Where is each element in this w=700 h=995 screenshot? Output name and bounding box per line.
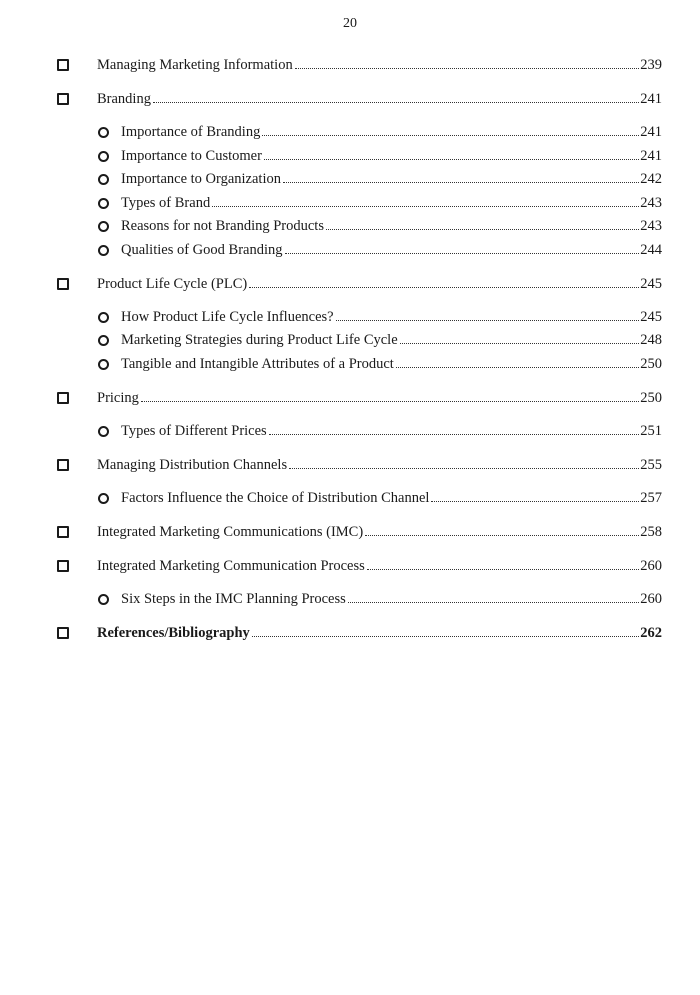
toc-entry-title: Product Life Cycle (PLC)	[97, 275, 248, 292]
toc-entry-title: Importance to Customer	[121, 147, 262, 164]
toc-subsection-entry	[57, 170, 662, 189]
toc-subsection-entry	[57, 241, 662, 260]
checkbox-square-icon	[57, 560, 69, 572]
toc-section-entry	[57, 523, 662, 542]
checkbox-square-icon	[57, 59, 69, 71]
toc-entry-page-number: 241	[640, 147, 662, 164]
toc-subsection-entry	[57, 147, 662, 166]
toc-section-entry	[57, 275, 662, 294]
toc-entry-title: Pricing	[97, 389, 139, 406]
toc-entry-title: Marketing Strategies during Product Life Cycle	[121, 332, 398, 348]
toc-subsection-entry	[57, 422, 662, 441]
toc-subsection-entry	[57, 308, 662, 327]
circle-bullet-icon	[98, 594, 109, 605]
dot-leader	[285, 253, 640, 254]
toc-entry-page-number: 243	[640, 194, 662, 211]
toc-entry-page-number: 243	[640, 218, 662, 234]
toc-entry-title: How Product Life Cycle Influences?	[121, 308, 334, 325]
checkbox-square-icon	[57, 392, 69, 404]
toc-entry-page-number: 250	[640, 389, 662, 406]
toc-entry-page-number: 248	[640, 332, 662, 348]
toc-entry-page-number: 245	[640, 275, 662, 292]
circle-bullet-icon	[98, 359, 109, 370]
page-number: 20	[343, 16, 357, 31]
dot-leader	[252, 636, 639, 637]
toc-subsection-entry	[57, 590, 662, 609]
dot-leader	[264, 159, 639, 160]
toc-entry-title: Six Steps in the IMC Planning Process	[121, 590, 346, 607]
dot-leader	[348, 602, 639, 603]
toc-entry-title: Managing Distribution Channels	[97, 456, 288, 473]
dot-leader	[249, 287, 639, 288]
toc-entry-page-number: 260	[640, 557, 662, 574]
toc-section-entry	[57, 90, 662, 109]
dot-leader	[431, 501, 639, 502]
toc-entry-title: Importance of Branding	[121, 124, 261, 140]
dot-leader	[400, 343, 640, 344]
toc-entry-page-number: 255	[640, 456, 662, 473]
toc-entry-page-number: 257	[640, 489, 662, 506]
toc-entry-title: Integrated Marketing Communications (IMC)	[97, 523, 364, 540]
toc-entry-page-number: 242	[640, 171, 662, 187]
toc-section-entry	[57, 456, 662, 475]
circle-bullet-icon	[98, 151, 109, 162]
toc-entry-page-number: 250	[640, 355, 662, 372]
toc-section-entry	[57, 557, 662, 576]
checkbox-square-icon	[57, 459, 69, 471]
toc-entry-page-number: 239	[640, 57, 662, 73]
circle-bullet-icon	[98, 335, 109, 346]
toc-entry-title: Tangible and Intangible Attributes of a Product	[121, 355, 394, 372]
dot-leader	[269, 434, 640, 435]
toc-entry-title: Importance to Organization	[121, 171, 281, 187]
dot-leader	[367, 569, 639, 570]
toc-subsection-entry	[57, 123, 662, 142]
checkbox-square-icon	[57, 627, 69, 639]
checkbox-square-icon	[57, 93, 69, 105]
toc-subsection-entry	[57, 194, 662, 213]
dot-leader	[141, 401, 639, 402]
toc-entry-page-number: 241	[640, 91, 662, 107]
dot-leader	[262, 135, 639, 136]
toc-entry-page-number: 251	[640, 422, 662, 439]
toc-entry-title: Factors Influence the Choice of Distribution Channel	[121, 489, 430, 506]
toc-entry-title: Qualities of Good Branding	[121, 241, 283, 258]
circle-bullet-icon	[98, 312, 109, 323]
toc-entry-title: References/Bibliography	[97, 624, 250, 641]
toc-entry-title: Integrated Marketing Communication Process	[97, 557, 365, 574]
dot-leader	[295, 68, 640, 69]
checkbox-square-icon	[57, 526, 69, 538]
dot-leader	[289, 468, 639, 469]
toc-subsection-entry	[57, 355, 662, 374]
circle-bullet-icon	[98, 174, 109, 185]
dot-leader	[153, 102, 639, 103]
circle-bullet-icon	[98, 127, 109, 138]
circle-bullet-icon	[98, 198, 109, 209]
toc-subsection-entry	[57, 331, 662, 350]
toc-entry-page-number: 260	[640, 590, 662, 607]
toc-entry-title: Reasons for not Branding Products	[121, 218, 324, 234]
toc-section-entry	[57, 624, 662, 643]
circle-bullet-icon	[98, 426, 109, 437]
checkbox-square-icon	[57, 278, 69, 290]
circle-bullet-icon	[98, 245, 109, 256]
dot-leader	[283, 182, 639, 183]
toc-entry-page-number: 262	[640, 624, 662, 641]
dot-leader	[365, 535, 639, 536]
dot-leader	[212, 206, 639, 207]
dot-leader	[396, 367, 639, 368]
toc-entry-page-number: 241	[640, 124, 662, 140]
toc-entry-title: Types of Brand	[121, 194, 211, 211]
toc-entry-title: Managing Marketing Information	[97, 57, 293, 73]
toc-section-entry	[57, 389, 662, 408]
circle-bullet-icon	[98, 221, 109, 232]
toc-entry-page-number: 245	[640, 308, 662, 325]
dot-leader	[326, 229, 639, 230]
toc-section-entry	[57, 56, 662, 75]
toc-entry-title: Types of Different Prices	[121, 422, 267, 439]
table-of-contents	[57, 56, 662, 643]
circle-bullet-icon	[98, 493, 109, 504]
toc-entry-page-number: 244	[640, 241, 662, 258]
toc-entry-title: Branding	[97, 91, 151, 107]
toc-subsection-entry	[57, 217, 662, 236]
toc-subsection-entry	[57, 489, 662, 508]
toc-entry-page-number: 258	[640, 523, 662, 540]
dot-leader	[336, 320, 640, 321]
